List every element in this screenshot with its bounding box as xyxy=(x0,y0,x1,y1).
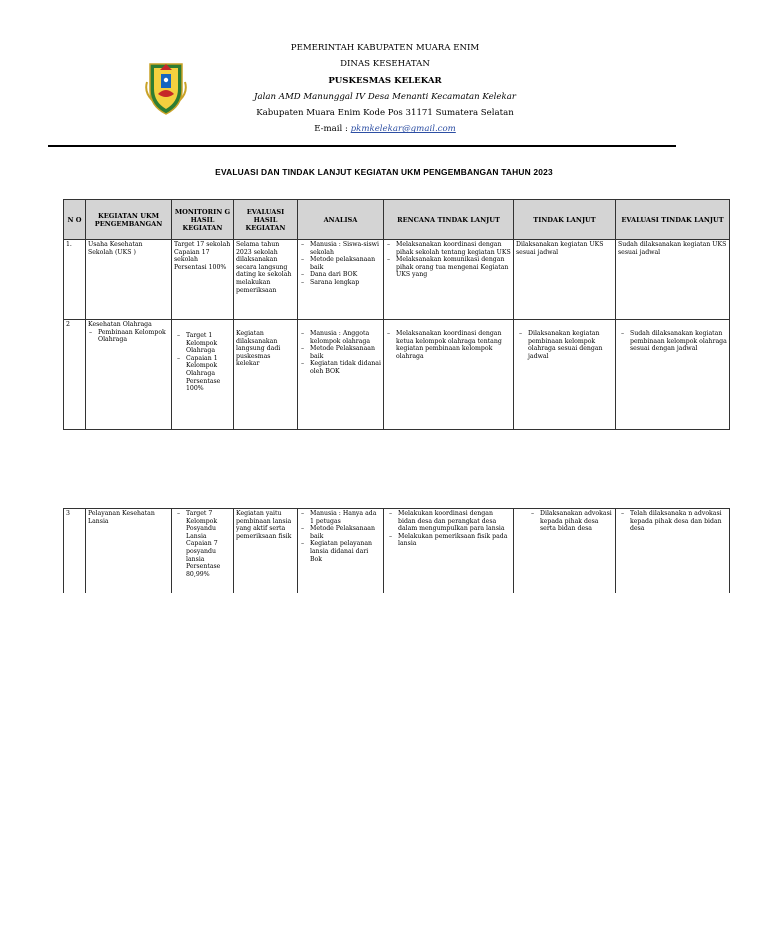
list-item: – Manusia : Anggota kelompok olahraga xyxy=(300,330,381,345)
list-item: – Melakukan koordinasi dengan bidan desa dan perangkat desa dalam mengumpulkan para lansia xyxy=(386,510,511,533)
list-item: – Melaksanakan komunikasi dengan pihak orang tua mengenai Kegiatan UKS yang xyxy=(386,256,511,279)
table-row xyxy=(64,509,730,593)
cell-analisa xyxy=(298,240,384,320)
cell-tindak: Dilaksanakan kegiatan UKS sesuai jadwal xyxy=(514,240,616,320)
list-item: – Dana dari BOK xyxy=(300,271,381,279)
cell-rencana xyxy=(384,240,514,320)
list-item: – Melaksanakan koordinasi dengan pihak sekolah tentang kegiatan UKS xyxy=(386,241,511,256)
cell-monitoring xyxy=(172,509,234,593)
cell-evaluasi: Selama tahun 2023 sekolah dilaksanakan secara langsung dating ke sekolah melakukan pemeriksaan xyxy=(234,240,298,320)
list-item: – Target 7 Kelompok Posyandu Lansia Capaian 7 posyandu lansia Persentase 80,99% xyxy=(174,510,231,578)
cell-kegiatan: Usaha Kesehatan Sekolah (UKS ) xyxy=(86,240,172,320)
evaluation-table-continued xyxy=(63,508,730,593)
cell-kegiatan xyxy=(86,320,172,430)
document-title: EVALUASI DAN TINDAK LANJUT KEGIATAN UKM PENGEMBANGAN TAHUN 2023 xyxy=(215,167,553,177)
list-item: – Metode Pelaksanaan baik xyxy=(300,345,381,360)
email-link[interactable]: pkmkelekar@gmail.com xyxy=(350,124,456,135)
muara-enim-emblem-icon xyxy=(144,56,188,116)
list-item: – Metode pelaksanaan baik xyxy=(300,256,381,271)
list-item: – Manusia : Siswa-siswi sekolah xyxy=(300,241,381,256)
cell-evaluasi-tl: Sudah dilaksanakan kegiatan UKS sesuai jadwal xyxy=(616,240,730,320)
list-item: – Kegiatan pelayanan lansia didanai dari Bok xyxy=(300,540,381,563)
cell-tindak xyxy=(514,320,616,430)
list-item: – Melaksanakan koordinasi dengan ketua kelompok olahraga tentang kegiatan pembinaan kelompok olahraga xyxy=(386,330,511,360)
list-item: – Dilaksanakan kegiatan pembinaan kelompok olahraga sesuai dengan jadwal xyxy=(516,330,613,360)
cell-evaluasi-tl xyxy=(616,509,730,593)
list-item: – Pembinaan Kelompok Olahraga xyxy=(88,329,169,344)
cell-evaluasi: Kegiatan dilaksanakan langsung dadi puskesmas kelekar xyxy=(234,320,298,430)
cell-rencana xyxy=(384,509,514,593)
letterhead-address-2: Kabupaten Muara Enim Kode Pos 31171 Sumatera Selatan xyxy=(256,108,514,119)
letterhead-text xyxy=(230,40,540,138)
table-header-row xyxy=(64,200,730,240)
cell-tindak xyxy=(514,509,616,593)
letterhead-government: PEMERINTAH KABUPATEN MUARA ENIM xyxy=(290,43,480,53)
cell-no: 1. xyxy=(64,240,86,320)
cell-evaluasi-tl xyxy=(616,320,730,430)
cell-monitoring xyxy=(172,320,234,430)
header-evaluasi: EVALUASI HASIL KEGIATAN xyxy=(234,200,298,240)
header-no: N O xyxy=(64,200,86,240)
email-label: E-mail : xyxy=(314,124,348,135)
cell-monitoring: Target 17 sekolah Capaian 17 sekolah Persentasi 100% xyxy=(172,240,234,320)
header-kegiatan: KEGIATAN UKM PENGEMBANGAN xyxy=(86,200,172,240)
letterhead-email-line xyxy=(230,121,540,137)
letterhead-divider xyxy=(48,145,676,147)
evaluation-table xyxy=(63,199,730,430)
cell-no: 2 xyxy=(64,320,86,430)
letterhead-department: DINAS KESEHATAN xyxy=(340,59,430,70)
letterhead-address-1: Jalan AMD Manunggal IV Desa Menanti Kecamatan Kelekar xyxy=(254,91,516,102)
cell-analisa xyxy=(298,509,384,593)
list-item: – Metode Pelaksanaan baik xyxy=(300,525,381,540)
list-item: – Manusia : Hanya ada 1 petugas xyxy=(300,510,381,525)
letterhead-puskesmas: PUSKESMAS KELEKAR xyxy=(328,75,442,86)
table-row xyxy=(64,240,730,320)
cell-analisa xyxy=(298,320,384,430)
cell-kegiatan: Pelayanan Kesehatan Lansia xyxy=(86,509,172,593)
header-analisa: ANALISA xyxy=(298,200,384,240)
list-item: – Sarana lengkap xyxy=(300,279,381,287)
kegiatan-title: Kesehatan Olahraga xyxy=(88,321,152,328)
cell-no: 3 xyxy=(64,509,86,593)
list-item: – Dilaksanakan advokasi kepada pihak desa serta bidan desa xyxy=(528,510,613,533)
list-item: – Capaian 1 Kelompok Olahraga Persentase 100% xyxy=(174,355,231,393)
header-monitoring: MONITORIN G HASIL KEGIATAN xyxy=(172,200,234,240)
list-item: – Target 1 Kelompok Olahraga xyxy=(174,332,231,355)
header-tindak: TINDAK LANJUT xyxy=(514,200,616,240)
header-evaluasi-tl: EVALUASI TINDAK LANJUT xyxy=(616,200,730,240)
list-item: – Sudah dilaksanakan kegiatan pembinaan kelompok olahraga sesuai dengan jadwal xyxy=(618,330,727,353)
list-item: – Telah dilaksanaka n advokasi kepada pihak desa dan bidan desa xyxy=(618,510,727,533)
cell-evaluasi: Kegiatan yaitu pembinaan lansia yang aktif serta pemeriksaan fisik xyxy=(234,509,298,593)
list-item: – Melakukan pemeriksaan fisik pada lansia xyxy=(386,533,511,548)
table-row xyxy=(64,320,730,430)
list-item: – Kegiatan tidak didanai oleh BOK xyxy=(300,360,381,375)
header-rencana: RENCANA TINDAK LANJUT xyxy=(384,200,514,240)
cell-rencana xyxy=(384,320,514,430)
